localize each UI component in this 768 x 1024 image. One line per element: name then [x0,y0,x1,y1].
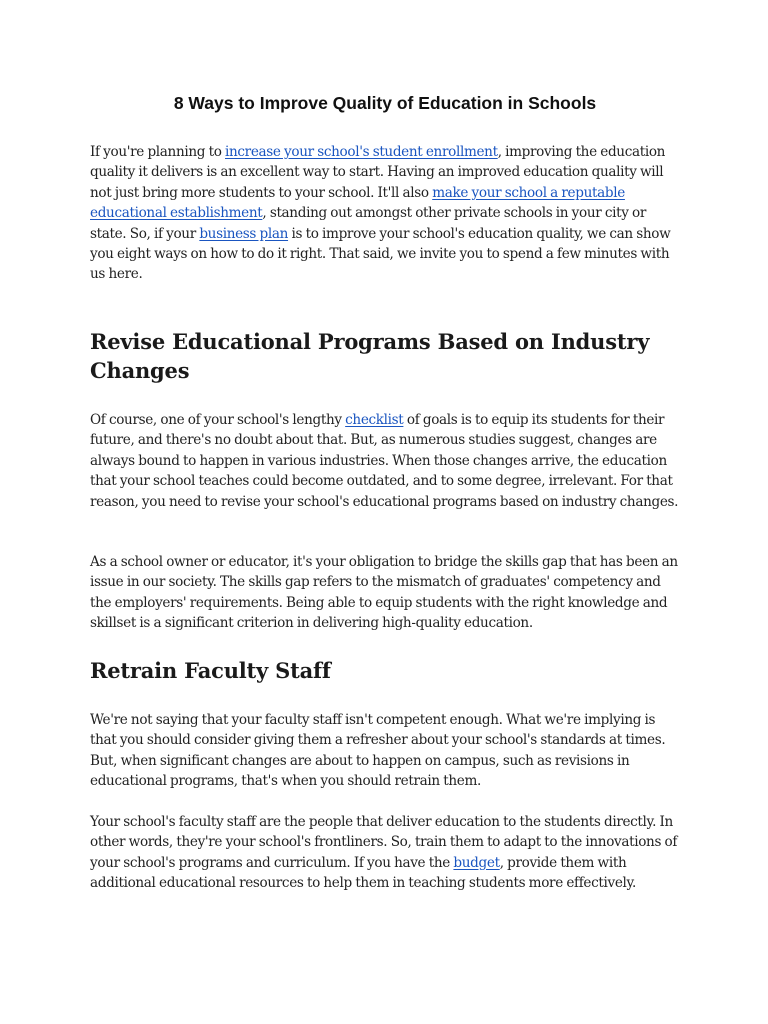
section2-p2-text-1: Your school's faculty staff are the people that deliver education to the students directly. In other words, they're your school's frontliners. So, train them to adapt to the innovations of your school's programs and curriculum. If you have the [90,814,678,871]
intro-text-3: , standing out amongst other private schools in your city or state. So, if your [90,205,647,242]
section-heading-revise-programs: Revise Educational Programs Based on Industry Changes [90,329,650,383]
enrollment-link[interactable]: increase your school's student enrollment [225,144,498,160]
intro-paragraph [90,142,682,285]
section1-p1-text-1: Of course, one of your school's lengthy [90,412,346,428]
business-plan-link[interactable]: business plan [199,225,289,242]
section1-p1-text-2: of goals is to equip its students for their future, and there's no doubt about that. But, as numerous studies suggest, changes are always bound to happen in various industries. When those changes arrive, the education that your school teaches could become outdated, and to some degree, irrelevant. For that reason, you need to revise your school's educational programs based on industry changes. [90,412,679,510]
section2-p2-text-2: , provide them with additional educational resources to help them in teaching students more effectively. [90,854,637,892]
reputable-establishment-link[interactable]: make your school a reputable educational establishment [90,184,625,222]
budget-link[interactable]: budget [453,854,500,871]
section1-paragraph-1 [90,410,682,512]
intro-text-2: , improving the education quality it delivers is an excellent way to start. Having an improved education quality will not just bring more students to your school. It'll also [90,144,666,201]
section-heading-retrain-faculty: Retrain Faculty Staff [90,658,331,683]
intro-text-1: If you're planning to [90,144,225,160]
section2-paragraph-2 [90,812,682,894]
page-title: 8 Ways to Improve Quality of Education in Schools [173,93,597,113]
intro-text-4: is to improve your school's education quality, we can show you eight ways on how to do it right. That said, we invite you to spend a few minutes with us here. [90,225,671,283]
checklist-link[interactable]: checklist [345,412,404,428]
section2-paragraph-1: We're not saying that your faculty staff isn't competent enough. What we're implying is that you should consider giving them a refresher about your school's standards at times. But, when significant changes are about to happen on campus, such as revisions in educational programs, that's when you should retrain them. [90,712,666,790]
section1-paragraph-2: As a school owner or educator, it's your obligation to bridge the skills gap that has been an issue in our society. The skills gap refers to the mismatch of graduates' competency and the employers' requirements. Being able to equip students with the right knowledge and skillset is a significant criterion in delivering high-quality education. [90,554,678,632]
